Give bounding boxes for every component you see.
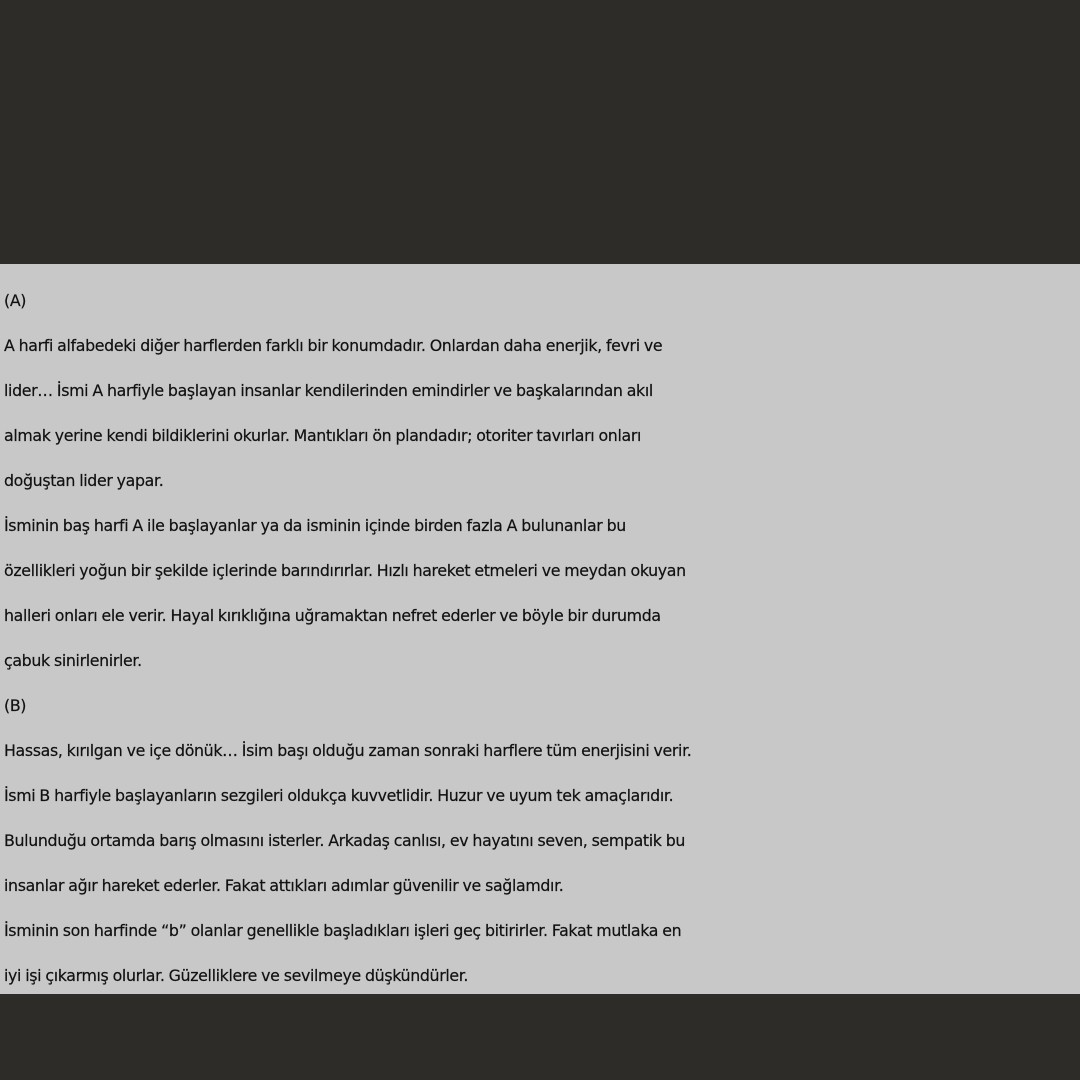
section-b-line: Bulunduğu ortamda barış olmasını isterler. Arkadaş canlısı, ev hayatını seven, sempatik bu (4, 831, 686, 850)
section-b-line: İsmi B harfiyle başlayanların sezgileri oldukça kuvvetlidir. Huzur ve uyum tek amaçlarıdır. (4, 786, 674, 805)
section-a-line: halleri onları ele verir. Hayal kırıklığına uğramaktan nefret ederler ve böyle bir durumda (4, 606, 661, 625)
text-panel (0, 264, 1080, 994)
section-a-line: İsminin baş harfi A ile başlayanlar ya da isminin içinde birden fazla A bulunanlar bu (4, 516, 626, 535)
section-a-heading: (A) (4, 291, 27, 310)
section-b-line: iyi işi çıkarmış olurlar. Güzelliklere ve sevilmeye düşkündürler. (4, 966, 469, 985)
section-b-line: insanlar ağır hareket ederler. Fakat attıkları adımlar güvenilir ve sağlamdır. (4, 876, 564, 895)
section-a-line: almak yerine kendi bildiklerini okurlar. Mantıkları ön plandadır; otoriter tavırları onları (4, 426, 642, 445)
section-a-line: çabuk sinirlenirler. (4, 651, 142, 670)
section-b-heading: (B) (4, 696, 27, 715)
section-b-line: İsminin son harfinde “b” olanlar genellikle başladıkları işleri geç bitirirler. Fakat mutlaka en (4, 921, 682, 940)
section-a-line: lider… İsmi A harfiyle başlayan insanlar kendilerinden emindirler ve başkalarından akıl (4, 381, 653, 400)
section-a-line: özellikleri yoğun bir şekilde içlerinde barındırırlar. Hızlı hareket etmeleri ve meydan okuyan (4, 561, 686, 580)
section-a-line: A harfi alfabedeki diğer harflerden farklı bir konumdadır. Onlardan daha enerjik, fevri ve (4, 336, 663, 355)
section-a-line: doğuştan lider yapar. (4, 471, 164, 490)
section-b-line: Hassas, kırılgan ve içe dönük… İsim başı olduğu zaman sonraki harflere tüm enerjisini verir. (4, 741, 692, 760)
